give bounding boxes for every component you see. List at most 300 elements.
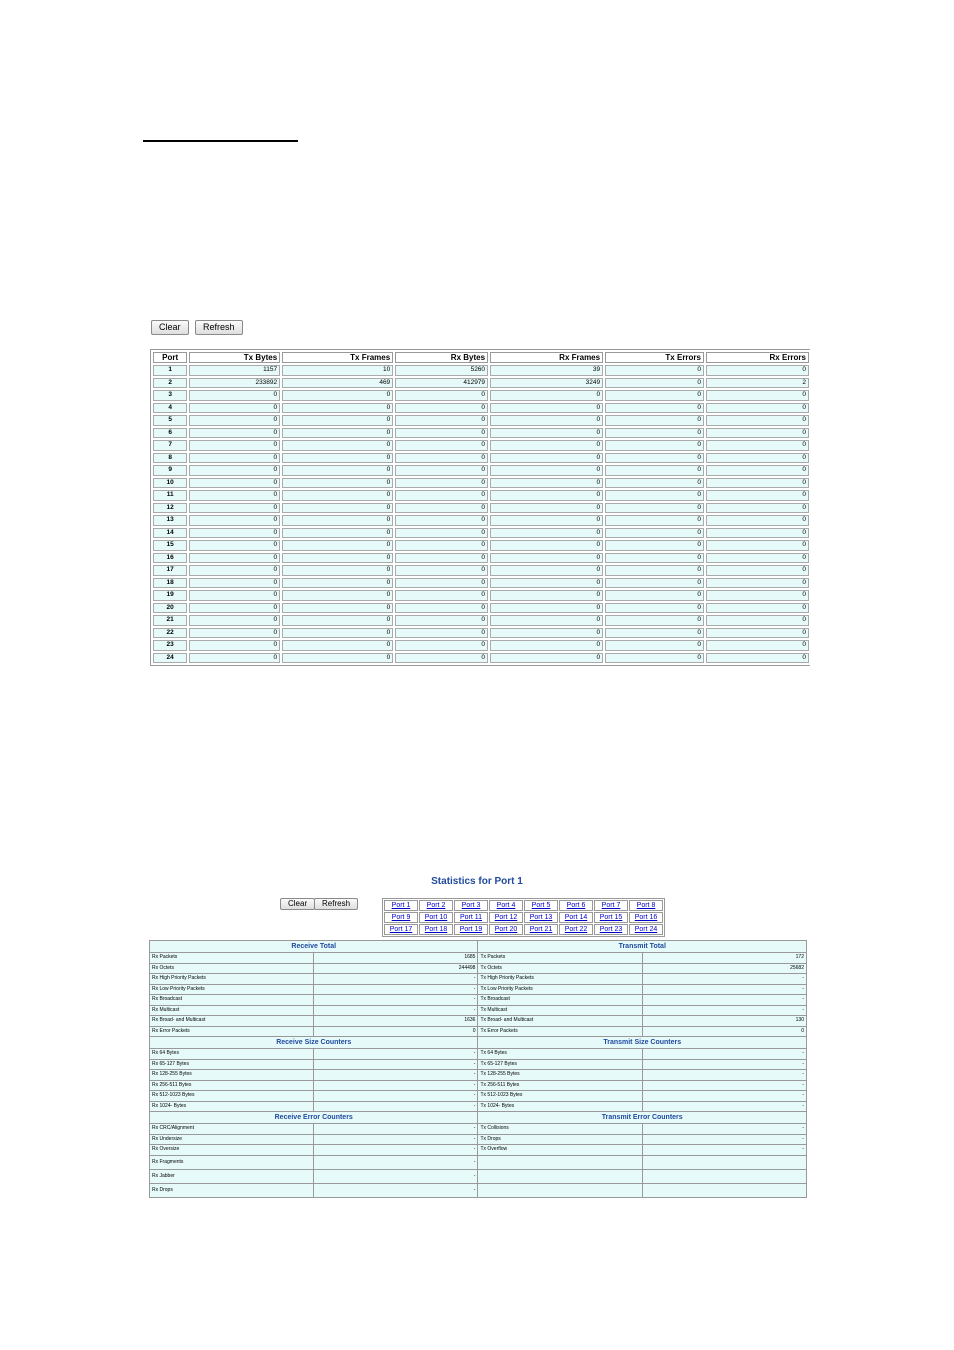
counter-value: 25682 (642, 963, 806, 974)
port-link[interactable]: Port 20 (494, 926, 518, 933)
counter-label (478, 1169, 642, 1183)
counter-cell: 0 (490, 503, 603, 514)
port-link-cell (489, 900, 523, 911)
port-number-cell: 16 (153, 553, 187, 564)
counter-cell: 0 (282, 565, 393, 576)
counter-cell: 0 (189, 490, 280, 501)
table-row (150, 984, 807, 995)
table-row (153, 578, 809, 589)
counter-value: - (314, 1049, 478, 1060)
counter-cell: 3249 (490, 378, 603, 389)
port-number-cell: 4 (153, 403, 187, 414)
counter-label: Tx Error Packets (478, 1026, 642, 1037)
port-number-cell: 17 (153, 565, 187, 576)
section-header-row (150, 1112, 807, 1124)
counter-label: Tx High Priority Packets (478, 974, 642, 985)
counter-cell: 0 (395, 540, 488, 551)
column-header: Tx Errors (605, 352, 704, 363)
counter-cell: 0 (706, 640, 809, 651)
table-row (153, 540, 809, 551)
table-row (153, 503, 809, 514)
counter-cell: 0 (395, 603, 488, 614)
counter-label: Tx 128-255 Bytes (478, 1070, 642, 1081)
port-number-cell: 20 (153, 603, 187, 614)
counter-cell: 0 (282, 440, 393, 451)
counter-cell: 0 (605, 465, 704, 476)
counter-cell: 0 (605, 615, 704, 626)
port-number-cell: 22 (153, 628, 187, 639)
port-link-cell (559, 900, 593, 911)
counter-value: - (314, 1091, 478, 1102)
port-number-cell: 9 (153, 465, 187, 476)
counter-cell: 0 (189, 403, 280, 414)
counter-value: 172 (642, 953, 806, 964)
table-row (153, 453, 809, 464)
counter-value: - (642, 1091, 806, 1102)
table-row (153, 615, 809, 626)
counter-label: Rx 128-255 Bytes (150, 1070, 314, 1081)
counter-cell: 0 (189, 503, 280, 514)
counter-cell: 0 (189, 428, 280, 439)
counter-cell: 0 (706, 465, 809, 476)
counter-cell: 0 (490, 453, 603, 464)
table-row (150, 1049, 807, 1060)
counter-cell: 0 (605, 590, 704, 601)
clear-button[interactable]: Clear (151, 320, 189, 335)
counter-cell: 0 (189, 478, 280, 489)
counter-cell: 0 (189, 453, 280, 464)
port-link[interactable]: Port 18 (424, 926, 448, 933)
counter-cell: 0 (395, 403, 488, 414)
detail-clear-button[interactable]: Clear (280, 898, 315, 910)
table-row (153, 528, 809, 539)
counter-cell: 0 (395, 428, 488, 439)
port-link[interactable]: Port 4 (496, 902, 516, 909)
counter-cell: 0 (490, 428, 603, 439)
counter-cell: 0 (282, 515, 393, 526)
port-link[interactable]: Port 12 (494, 914, 518, 921)
table-row (153, 628, 809, 639)
table-row (150, 1059, 807, 1070)
counter-cell: 0 (490, 465, 603, 476)
port-link-cell (419, 900, 453, 911)
counter-cell: 0 (395, 390, 488, 401)
port-link[interactable]: Port 1 (391, 902, 411, 909)
counter-cell: 233892 (189, 378, 280, 389)
counter-cell: 0 (706, 440, 809, 451)
counter-cell: 0 (395, 615, 488, 626)
counter-cell: 0 (490, 515, 603, 526)
counter-cell: 0 (490, 490, 603, 501)
port-link-cell (629, 924, 663, 935)
port-link[interactable]: Port 17 (389, 926, 413, 933)
counter-cell: 0 (605, 490, 704, 501)
counter-value: - (642, 984, 806, 995)
counter-value: 0 (314, 1026, 478, 1037)
counter-cell: 0 (395, 590, 488, 601)
counter-cell: 0 (282, 478, 393, 489)
port-link-cell (489, 924, 523, 935)
table-row (150, 1169, 807, 1183)
table-row (153, 653, 809, 664)
counter-cell: 0 (490, 590, 603, 601)
counter-cell: 0 (395, 653, 488, 664)
table-row (150, 995, 807, 1006)
counter-value: - (642, 1049, 806, 1060)
counter-cell: 412979 (395, 378, 488, 389)
table-row (153, 553, 809, 564)
counter-cell: 0 (605, 565, 704, 576)
counter-cell: 0 (189, 615, 280, 626)
counter-cell: 0 (282, 453, 393, 464)
port-number-cell: 13 (153, 515, 187, 526)
port-link-cell (559, 912, 593, 923)
counter-cell: 0 (189, 390, 280, 401)
table-row (153, 590, 809, 601)
counter-cell: 10 (282, 365, 393, 376)
counter-value: - (314, 1080, 478, 1091)
counter-label: Rx 64 Bytes (150, 1049, 314, 1060)
counter-cell: 0 (605, 415, 704, 426)
counter-cell: 0 (706, 428, 809, 439)
counter-cell: 0 (706, 590, 809, 601)
port-link-cell (629, 900, 663, 911)
counter-cell: 0 (282, 628, 393, 639)
port-number-cell: 12 (153, 503, 187, 514)
section-header-row (150, 1037, 807, 1049)
counter-cell: 0 (605, 503, 704, 514)
counter-cell: 0 (490, 403, 603, 414)
table-row (153, 640, 809, 651)
detail-refresh-button[interactable]: Refresh (314, 898, 358, 910)
counter-cell: 0 (282, 603, 393, 614)
counter-cell: 0 (490, 603, 603, 614)
counter-cell: 0 (189, 540, 280, 551)
counter-cell: 0 (282, 590, 393, 601)
counter-label: Tx Low Priority Packets (478, 984, 642, 995)
counter-value: - (642, 1059, 806, 1070)
table-row (150, 1016, 807, 1027)
counter-label: Rx CRC/Alignment (150, 1124, 314, 1135)
counter-label: Tx Drops (478, 1134, 642, 1145)
counter-cell: 5260 (395, 365, 488, 376)
port-number-cell: 14 (153, 528, 187, 539)
table-row (153, 490, 809, 501)
counter-cell: 0 (282, 553, 393, 564)
counter-label: Tx 1024- Bytes (478, 1101, 642, 1112)
section-header: Transmit Total (478, 941, 807, 953)
port-link[interactable]: Port 2 (426, 902, 446, 909)
table-row (153, 565, 809, 576)
counter-cell: 0 (282, 540, 393, 551)
counter-cell: 0 (189, 603, 280, 614)
port-number-cell: 10 (153, 478, 187, 489)
counter-cell: 0 (395, 415, 488, 426)
counter-value (642, 1169, 806, 1183)
counter-value: - (642, 1080, 806, 1091)
counter-label: Tx Broadcast (478, 995, 642, 1006)
counter-cell: 0 (706, 365, 809, 376)
counter-cell: 0 (706, 628, 809, 639)
counter-value: - (314, 1183, 478, 1197)
counter-label: Rx Fragments (150, 1155, 314, 1169)
counter-cell: 0 (282, 490, 393, 501)
counter-label: Rx Multicast (150, 1005, 314, 1016)
section-header: Receive Error Counters (150, 1112, 478, 1124)
counter-cell: 0 (395, 503, 488, 514)
table-row (153, 478, 809, 489)
counter-cell: 0 (706, 403, 809, 414)
table-row (150, 1026, 807, 1037)
port-link[interactable]: Port 14 (564, 914, 588, 921)
counter-cell: 0 (490, 565, 603, 576)
counter-cell: 0 (282, 415, 393, 426)
table-row (150, 963, 807, 974)
table-row (153, 390, 809, 401)
port-link-cell (384, 924, 418, 935)
counter-label: Tx 65-127 Bytes (478, 1059, 642, 1070)
port-link[interactable]: Port 22 (564, 926, 588, 933)
port-detail-statistics-table (149, 940, 807, 1198)
counter-cell: 0 (395, 490, 488, 501)
counter-cell: 0 (706, 653, 809, 664)
section-header: Transmit Size Counters (478, 1037, 807, 1049)
table-row (150, 1124, 807, 1135)
counter-label: Tx 256-511 Bytes (478, 1080, 642, 1091)
port-link-cell (454, 900, 488, 911)
counter-cell: 0 (189, 640, 280, 651)
section-header: Receive Total (150, 941, 478, 953)
counter-cell: 0 (605, 553, 704, 564)
counter-cell: 0 (706, 390, 809, 401)
counter-label (478, 1183, 642, 1197)
counter-label: Rx 512-1023 Bytes (150, 1091, 314, 1102)
counter-cell: 0 (706, 515, 809, 526)
section-header-row (150, 941, 807, 953)
counter-value: 1636 (314, 1016, 478, 1027)
counter-cell: 0 (490, 478, 603, 489)
counter-cell: 0 (605, 578, 704, 589)
counter-value: - (642, 1134, 806, 1145)
port-link-cell (489, 912, 523, 923)
port-number-cell: 5 (153, 415, 187, 426)
table-row (153, 403, 809, 414)
port-link-cell (559, 924, 593, 935)
port-selector (382, 898, 665, 937)
counter-cell: 0 (706, 503, 809, 514)
counter-cell: 0 (490, 553, 603, 564)
counter-cell: 0 (706, 615, 809, 626)
counter-cell: 0 (395, 478, 488, 489)
counter-label: Rx Error Packets (150, 1026, 314, 1037)
counter-cell: 0 (706, 415, 809, 426)
section-header: Transmit Error Counters (478, 1112, 807, 1124)
column-header: Port (153, 352, 187, 363)
counter-cell: 0 (490, 578, 603, 589)
counter-cell: 0 (490, 440, 603, 451)
port-link-cell (524, 900, 558, 911)
counter-value: - (642, 974, 806, 985)
counter-cell: 0 (395, 453, 488, 464)
counter-value: 244498 (314, 963, 478, 974)
counter-cell: 0 (395, 578, 488, 589)
counter-cell: 0 (706, 528, 809, 539)
port-link-cell (524, 912, 558, 923)
counter-cell: 0 (189, 590, 280, 601)
table-row (150, 953, 807, 964)
counter-value (642, 1155, 806, 1169)
counter-cell: 0 (706, 565, 809, 576)
counter-label: Tx Collisions (478, 1124, 642, 1135)
counter-value: - (314, 984, 478, 995)
counter-label: Rx Broadcast (150, 995, 314, 1006)
port-link[interactable]: Port 11 (459, 914, 483, 921)
port-number-cell: 8 (153, 453, 187, 464)
counter-value: - (314, 974, 478, 985)
port-link[interactable]: Port 24 (634, 926, 658, 933)
counter-cell: 0 (395, 565, 488, 576)
counter-cell: 0 (490, 415, 603, 426)
counter-value (642, 1183, 806, 1197)
counter-label: Rx 256-511 Bytes (150, 1080, 314, 1091)
table-row (153, 378, 809, 389)
column-header: Rx Bytes (395, 352, 488, 363)
counter-label: Tx 512-1023 Bytes (478, 1091, 642, 1102)
counter-value: - (314, 1059, 478, 1070)
table-row (153, 603, 809, 614)
counter-cell: 0 (282, 528, 393, 539)
port-link[interactable]: Port 13 (529, 914, 553, 921)
counter-cell: 0 (282, 428, 393, 439)
refresh-button[interactable]: Refresh (195, 320, 243, 335)
table-row (150, 1005, 807, 1016)
port-link-cell (419, 924, 453, 935)
port-number-cell: 2 (153, 378, 187, 389)
port-number-cell: 19 (153, 590, 187, 601)
table-row (153, 465, 809, 476)
counter-label: Rx 1024- Bytes (150, 1101, 314, 1112)
counter-cell: 0 (605, 440, 704, 451)
counter-cell: 0 (605, 478, 704, 489)
counter-label: Rx Undersize (150, 1134, 314, 1145)
port-link-cell (524, 924, 558, 935)
counter-cell: 0 (189, 528, 280, 539)
counter-cell: 0 (395, 528, 488, 539)
counter-cell: 0 (189, 653, 280, 664)
counter-label: Rx Broad- and Multicast (150, 1016, 314, 1027)
port-link[interactable]: Port 10 (424, 914, 448, 921)
port-link[interactable]: Port 15 (599, 914, 623, 921)
table-row (150, 974, 807, 985)
counter-value: - (642, 1005, 806, 1016)
table-row (150, 1070, 807, 1081)
counter-cell: 0 (490, 653, 603, 664)
port-link[interactable]: Port 8 (636, 902, 656, 909)
port-link[interactable]: Port 16 (634, 914, 658, 921)
counter-cell: 0 (395, 465, 488, 476)
counter-label: Rx Jabber (150, 1169, 314, 1183)
counter-value: 130 (642, 1016, 806, 1027)
counter-label: Rx Octets (150, 963, 314, 974)
counter-value: - (314, 1169, 478, 1183)
port-link[interactable]: Port 9 (391, 914, 411, 921)
counter-cell: 0 (395, 553, 488, 564)
port-link[interactable]: Port 23 (599, 926, 623, 933)
port-statistics-overview-table (150, 349, 810, 669)
counter-cell: 0 (605, 528, 704, 539)
counter-cell: 0 (706, 490, 809, 501)
port-link[interactable]: Port 3 (461, 902, 481, 909)
port-link[interactable]: Port 21 (529, 926, 553, 933)
counter-value: - (314, 1005, 478, 1016)
counter-label: Tx Overflow (478, 1145, 642, 1156)
counter-cell: 0 (282, 503, 393, 514)
port-number-cell: 1 (153, 365, 187, 376)
table-row (150, 1080, 807, 1091)
counter-value: - (314, 1145, 478, 1156)
port-link[interactable]: Port 6 (566, 902, 586, 909)
counter-label: Tx Broad- and Multicast (478, 1016, 642, 1027)
table-row (153, 415, 809, 426)
counter-value: - (314, 1070, 478, 1081)
counter-cell: 0 (706, 540, 809, 551)
port-link[interactable]: Port 5 (531, 902, 551, 909)
counter-cell: 0 (605, 515, 704, 526)
counter-cell: 0 (282, 578, 393, 589)
table-row (150, 1091, 807, 1102)
counter-cell: 0 (605, 628, 704, 639)
counter-label: Rx Packets (150, 953, 314, 964)
port-number-cell: 21 (153, 615, 187, 626)
table-row (153, 365, 809, 376)
counter-cell: 0 (282, 403, 393, 414)
counter-cell: 2 (706, 378, 809, 389)
port-number-cell: 24 (153, 653, 187, 664)
port-number-cell: 6 (153, 428, 187, 439)
counter-cell: 0 (605, 403, 704, 414)
table-row (150, 1101, 807, 1112)
counter-value: 0 (642, 1026, 806, 1037)
port-number-cell: 15 (153, 540, 187, 551)
port-link-cell (594, 900, 628, 911)
counter-value: 1685 (314, 953, 478, 964)
counter-cell: 0 (395, 515, 488, 526)
counter-cell: 0 (189, 565, 280, 576)
table-row (150, 1134, 807, 1145)
counter-cell: 0 (189, 515, 280, 526)
port-link-cell (419, 912, 453, 923)
counter-cell: 0 (189, 440, 280, 451)
port-link[interactable]: Port 19 (459, 926, 483, 933)
counter-cell: 0 (490, 528, 603, 539)
port-link-cell (384, 912, 418, 923)
counter-cell: 0 (395, 640, 488, 651)
counter-cell: 0 (490, 615, 603, 626)
counter-value: - (314, 1101, 478, 1112)
counter-cell: 0 (189, 578, 280, 589)
port-link[interactable]: Port 7 (601, 902, 621, 909)
counter-cell: 0 (706, 453, 809, 464)
port-number-cell: 23 (153, 640, 187, 651)
counter-label: Rx Low Priority Packets (150, 984, 314, 995)
port-number-cell: 18 (153, 578, 187, 589)
counter-cell: 0 (189, 628, 280, 639)
counter-cell: 0 (605, 653, 704, 664)
counter-cell: 0 (282, 390, 393, 401)
counter-label: Rx Oversize (150, 1145, 314, 1156)
counter-value: - (642, 1101, 806, 1112)
column-header: Tx Bytes (189, 352, 280, 363)
